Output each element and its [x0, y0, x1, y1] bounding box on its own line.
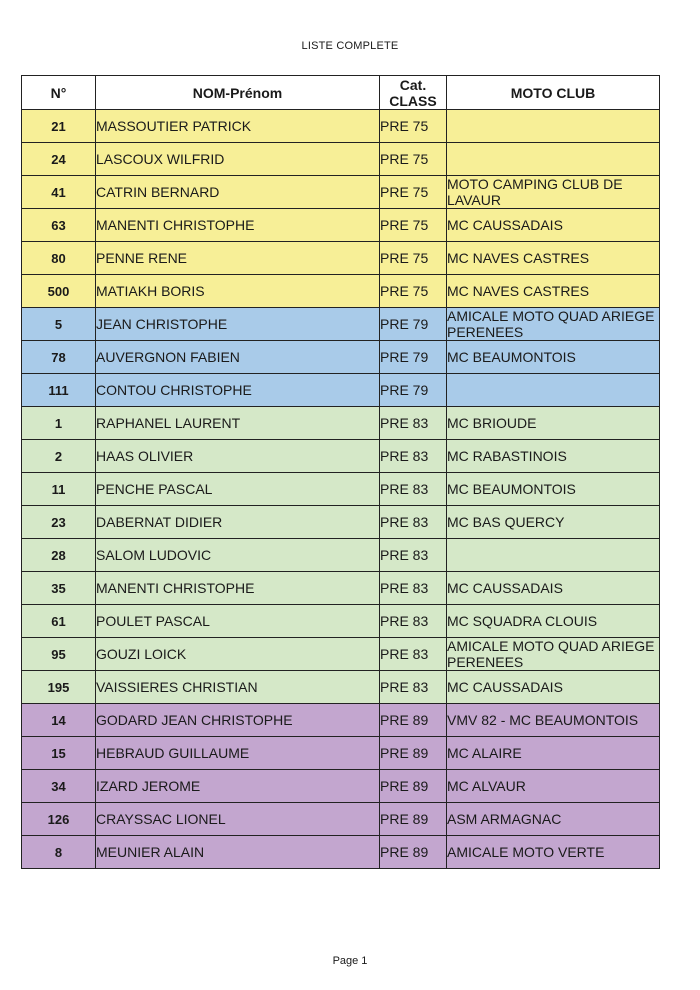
moto-club-cell: MC ALAIRE	[447, 737, 660, 770]
rider-number-cell: 28	[22, 539, 96, 572]
category-cell: PRE 83	[380, 638, 447, 671]
moto-club-cell: MC RABASTINOIS	[447, 440, 660, 473]
header-row	[22, 76, 660, 110]
moto-club-cell: MC CAUSSADAIS	[447, 572, 660, 605]
rider-number-cell: 8	[22, 836, 96, 869]
rider-name-cell: SALOM LUDOVIC	[96, 539, 380, 572]
table-body	[22, 110, 660, 869]
rider-number-cell: 95	[22, 638, 96, 671]
rider-number-cell: 15	[22, 737, 96, 770]
moto-club-cell: MC BAS QUERCY	[447, 506, 660, 539]
moto-club-cell: MC ALVAUR	[447, 770, 660, 803]
rider-name-cell: MANENTI CHRISTOPHE	[96, 572, 380, 605]
table-row	[22, 143, 660, 176]
moto-club-cell: MC CAUSSADAIS	[447, 671, 660, 704]
category-cell: PRE 79	[380, 374, 447, 407]
category-cell: PRE 75	[380, 143, 447, 176]
category-cell: PRE 83	[380, 506, 447, 539]
rider-name-cell: PENNE RENE	[96, 242, 380, 275]
rider-number-cell: 35	[22, 572, 96, 605]
rider-name-cell: HAAS OLIVIER	[96, 440, 380, 473]
rider-name-cell: POULET PASCAL	[96, 605, 380, 638]
participants-table	[21, 75, 660, 869]
moto-club-cell: MC NAVES CASTRES	[447, 242, 660, 275]
rider-number-cell: 2	[22, 440, 96, 473]
rider-name-cell: MANENTI CHRISTOPHE	[96, 209, 380, 242]
moto-club-cell: MC BEAUMONTOIS	[447, 341, 660, 374]
table-row	[22, 473, 660, 506]
rider-name-cell: DABERNAT DIDIER	[96, 506, 380, 539]
table-row	[22, 407, 660, 440]
moto-club-cell: AMICALE MOTO VERTE	[447, 836, 660, 869]
moto-club-cell	[447, 539, 660, 572]
rider-number-cell: 78	[22, 341, 96, 374]
rider-number-cell: 5	[22, 308, 96, 341]
rider-name-cell: PENCHE PASCAL	[96, 473, 380, 506]
table-row	[22, 770, 660, 803]
rider-name-cell: CRAYSSAC LIONEL	[96, 803, 380, 836]
moto-club-cell: VMV 82 - MC BEAUMONTOIS	[447, 704, 660, 737]
moto-club-cell: AMICALE MOTO QUAD ARIEGE PERENEES	[447, 308, 660, 341]
moto-club-cell: AMICALE MOTO QUAD ARIEGE PERENEES	[447, 638, 660, 671]
rider-name-cell: HEBRAUD GUILLAUME	[96, 737, 380, 770]
category-cell: PRE 75	[380, 176, 447, 209]
category-cell: PRE 89	[380, 704, 447, 737]
table-row	[22, 440, 660, 473]
table-row	[22, 704, 660, 737]
category-cell: PRE 79	[380, 341, 447, 374]
moto-club-cell	[447, 143, 660, 176]
table-row	[22, 737, 660, 770]
rider-number-cell: 63	[22, 209, 96, 242]
table-row	[22, 209, 660, 242]
table-row	[22, 374, 660, 407]
category-cell: PRE 75	[380, 275, 447, 308]
table-row	[22, 572, 660, 605]
category-cell: PRE 75	[380, 209, 447, 242]
moto-club-cell	[447, 110, 660, 143]
category-cell: PRE 83	[380, 539, 447, 572]
table-row	[22, 242, 660, 275]
rider-name-cell: GOUZI LOICK	[96, 638, 380, 671]
rider-name-cell: MASSOUTIER PATRICK	[96, 110, 380, 143]
table-row	[22, 341, 660, 374]
moto-club-cell: MC NAVES CASTRES	[447, 275, 660, 308]
moto-club-cell: MC BRIOUDE	[447, 407, 660, 440]
table-row	[22, 506, 660, 539]
header-number: N°	[22, 76, 96, 110]
category-cell: PRE 75	[380, 242, 447, 275]
rider-name-cell: MATIAKH BORIS	[96, 275, 380, 308]
moto-club-cell: ASM ARMAGNAC	[447, 803, 660, 836]
rider-name-cell: AUVERGNON FABIEN	[96, 341, 380, 374]
rider-number-cell: 14	[22, 704, 96, 737]
rider-name-cell: IZARD JEROME	[96, 770, 380, 803]
rider-number-cell: 24	[22, 143, 96, 176]
header-category	[380, 76, 447, 110]
header-category-line2: CLASS	[389, 92, 437, 109]
rider-number-cell: 23	[22, 506, 96, 539]
rider-name-cell: RAPHANEL LAURENT	[96, 407, 380, 440]
category-cell: PRE 83	[380, 407, 447, 440]
rider-name-cell: CONTOU CHRISTOPHE	[96, 374, 380, 407]
table-row	[22, 275, 660, 308]
header-name: NOM-Prénom	[96, 76, 380, 110]
category-cell: PRE 89	[380, 737, 447, 770]
moto-club-cell: MC BEAUMONTOIS	[447, 473, 660, 506]
category-cell: PRE 83	[380, 605, 447, 638]
moto-club-cell: MC CAUSSADAIS	[447, 209, 660, 242]
table-row	[22, 308, 660, 341]
category-cell: PRE 89	[380, 836, 447, 869]
rider-number-cell: 111	[22, 374, 96, 407]
category-cell: PRE 83	[380, 572, 447, 605]
rider-number-cell: 41	[22, 176, 96, 209]
rider-number-cell: 1	[22, 407, 96, 440]
rider-number-cell: 126	[22, 803, 96, 836]
rider-number-cell: 34	[22, 770, 96, 803]
rider-number-cell: 11	[22, 473, 96, 506]
rider-number-cell: 80	[22, 242, 96, 275]
page-number: Page 1	[332, 955, 368, 967]
moto-club-cell: MC SQUADRA CLOUIS	[447, 605, 660, 638]
rider-number-cell: 500	[22, 275, 96, 308]
table-row	[22, 836, 660, 869]
table-row	[22, 110, 660, 143]
moto-club-cell: MOTO CAMPING CLUB DE LAVAUR	[447, 176, 660, 209]
rider-number-cell: 21	[22, 110, 96, 143]
category-cell: PRE 83	[380, 671, 447, 704]
rider-name-cell: LASCOUX WILFRID	[96, 143, 380, 176]
moto-club-cell	[447, 374, 660, 407]
rider-name-cell: VAISSIERES CHRISTIAN	[96, 671, 380, 704]
rider-name-cell: CATRIN BERNARD	[96, 176, 380, 209]
category-cell: PRE 75	[380, 110, 447, 143]
table-row	[22, 638, 660, 671]
category-cell: PRE 83	[380, 473, 447, 506]
rider-name-cell: MEUNIER ALAIN	[96, 836, 380, 869]
rider-number-cell: 195	[22, 671, 96, 704]
header-moto-club: MOTO CLUB	[447, 76, 660, 110]
header-category-line1: Cat.	[399, 76, 427, 93]
table-row	[22, 803, 660, 836]
table-row	[22, 605, 660, 638]
category-cell: PRE 89	[380, 803, 447, 836]
category-cell: PRE 79	[380, 308, 447, 341]
category-cell: PRE 83	[380, 440, 447, 473]
table-row	[22, 176, 660, 209]
document-title: LISTE COMPLETE	[301, 40, 399, 52]
table-row	[22, 539, 660, 572]
rider-name-cell: JEAN CHRISTOPHE	[96, 308, 380, 341]
rider-name-cell: GODARD JEAN CHRISTOPHE	[96, 704, 380, 737]
table-header	[22, 76, 660, 110]
table-row	[22, 671, 660, 704]
category-cell: PRE 89	[380, 770, 447, 803]
rider-number-cell: 61	[22, 605, 96, 638]
